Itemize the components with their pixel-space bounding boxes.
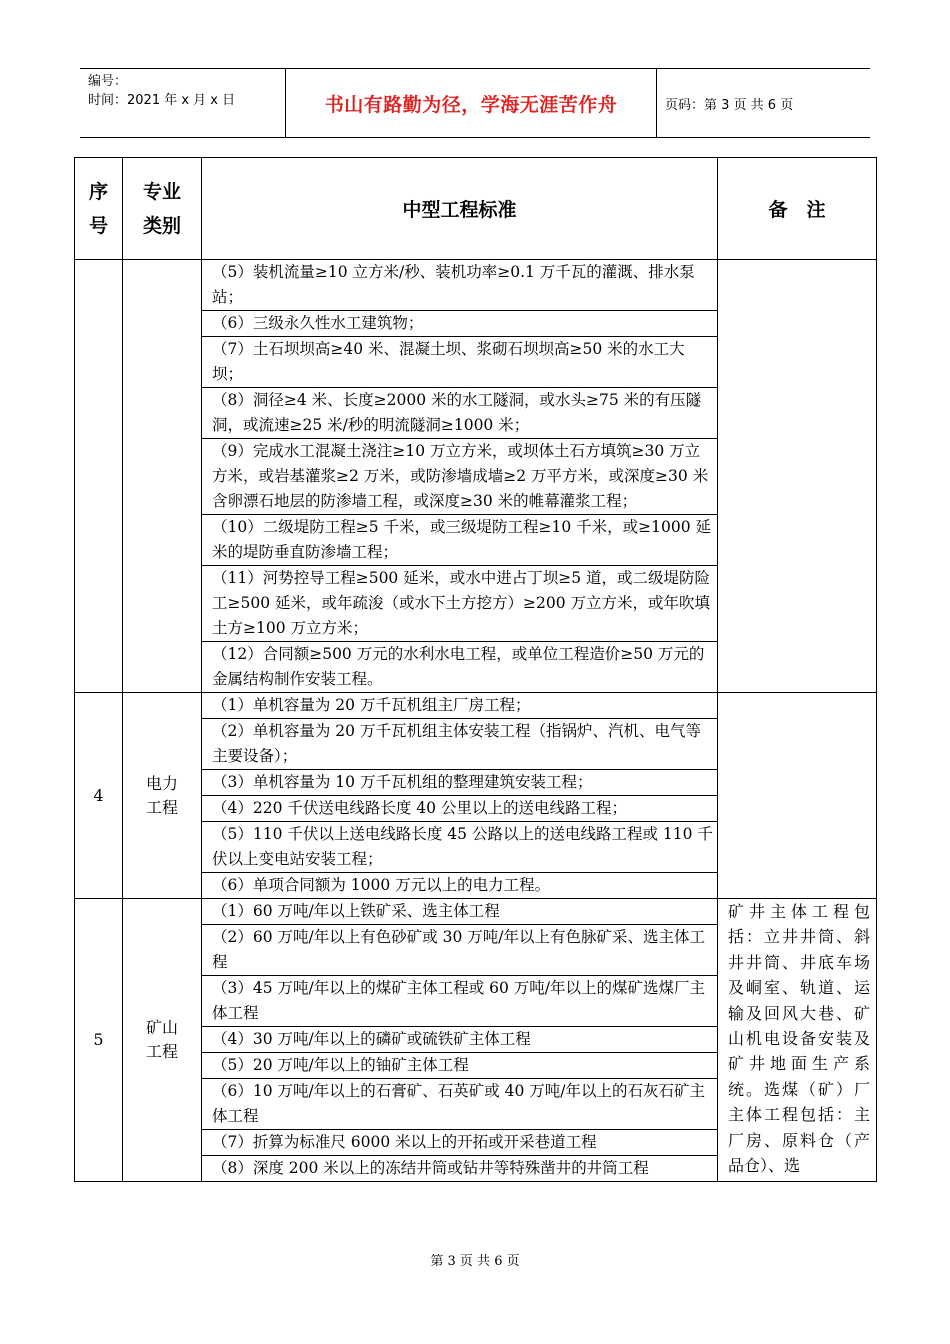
standard-item: （3）单机容量为 10 万千瓦机组的整理建筑安装工程； [202, 770, 718, 796]
table-row [75, 899, 877, 925]
standard-item: （2）单机容量为 20 万千瓦机组主体安装工程（指锅炉、汽机、电气等主要设备）； [202, 719, 718, 770]
header-seq [75, 158, 123, 260]
row-seq: 5 [75, 899, 123, 1182]
standard-item: （10）二级堤防工程≥5 千米，或三级堤防工程≥10 千米，或≥1000 延米的堤防垂直防渗墙工程； [202, 515, 718, 566]
row-note [718, 693, 877, 899]
header-category-bottom: 类别 [142, 214, 181, 237]
row-category [123, 260, 202, 693]
table-row [75, 260, 877, 311]
standard-item: （4）220 千伏送电线路长度 40 公里以上的送电线路工程； [202, 796, 718, 822]
table-row [75, 693, 877, 719]
standard-item: （7）折算为标准尺 6000 米以上的开拓或开采巷道工程 [202, 1130, 718, 1156]
row-category [123, 899, 202, 1182]
standard-item: （11）河势控导工程≥500 延米，或水中进占丁坝≥5 道，或二级堤防险工≥500 延米，或年疏浚（或水下土方挖方）≥200 万立方米，或年吹填土方≥100 万立方米； [202, 566, 718, 642]
header-seq-top: 序 [88, 180, 108, 203]
standard-item: （5）110 千伏以上送电线路长度 45 公路以上的送电线路工程或 110 千伏以上变电站安装工程； [202, 822, 718, 873]
standard-item: （5）20 万吨/年以上的铀矿主体工程 [202, 1053, 718, 1079]
header-left [80, 69, 285, 137]
header-standard: 中型工程标准 [202, 158, 718, 260]
standard-item: （8）洞径≥4 米、长度≥2000 米的水工隧洞，或水头≥75 米的有压隧洞，或流速≥25 米/秒的明流隧洞≥1000 米； [202, 388, 718, 439]
standard-item: （12）合同额≥500 万元的水利水电工程，或单位工程造价≥50 万元的金属结构制作安装工程。 [202, 642, 718, 693]
row-category [123, 693, 202, 899]
header-category [123, 158, 202, 260]
standard-item: （4）30 万吨/年以上的磷矿或硫铁矿主体工程 [202, 1027, 718, 1053]
row-category-text: 矿山工程 [145, 1018, 178, 1061]
standard-item: （6）单项合同额为 1000 万元以上的电力工程。 [202, 873, 718, 899]
standard-item: （7）土石坝坝高≥40 米、混凝土坝、浆砌石坝坝高≥50 米的水工大坝； [202, 337, 718, 388]
standard-item: （5）装机流量≥10 立方米/秒、装机功率≥0.1 万千瓦的灌溉、排水泵站； [202, 260, 718, 311]
standard-item: （1）60 万吨/年以上铁矿采、选主体工程 [202, 899, 718, 925]
standard-item: （2）60 万吨/年以上有色砂矿或 30 万吨/年以上有色脉矿采、选主体工程 [202, 925, 718, 976]
header-page-label: 页码：第 3 页 共 6 页 [665, 97, 794, 113]
standard-item: （3）45 万吨/年以上的煤矿主体工程或 60 万吨/年以上的煤矿选煤厂主体工程 [202, 976, 718, 1027]
table-header-row [75, 158, 877, 260]
row-seq: 4 [75, 693, 123, 899]
row-note: 矿井主体工程包括：立井井筒、斜井井筒、井底车场及峒室、轨道、运输及回风大巷、矿山机电设备安装及矿井地面生产系统。选煤（矿）厂主体工程包括：主厂房、原料仓（产品仓）、选 [718, 899, 877, 1182]
standard-item: （6）10 万吨/年以上的石膏矿、石英矿或 40 万吨/年以上的石灰石矿主体工程 [202, 1079, 718, 1130]
standard-item: （6）三级永久性水工建筑物； [202, 311, 718, 337]
standard-item: （8）深度 200 米以上的冻结井筒或钻井等特殊凿井的井筒工程 [202, 1156, 718, 1182]
row-note [718, 260, 877, 693]
standard-item: （1）单机容量为 20 万千瓦机组主厂房工程； [202, 693, 718, 719]
number-label: 编号： [88, 74, 128, 89]
date-label: 时间：2021 年 x 月 x 日 [88, 93, 236, 108]
standards-table [74, 157, 877, 1182]
page-footer: 第 3 页 共 6 页 [430, 1254, 520, 1269]
standard-item: （9）完成水工混凝土浇注≥10 万立方米，或坝体土石方填筑≥30 万立方米，或岩基灌浆≥2 万米，或防渗墙成墙≥2 万平方米，或深度≥30 米含卵漂石地层的防渗墙工程，或深度≥30 米的帷幕灌浆工程； [202, 439, 718, 515]
page-header [80, 68, 870, 138]
row-category-text: 电力工程 [145, 773, 178, 817]
header-category-top: 专业 [142, 180, 181, 203]
header-motto: 书山有路勤为径，学海无涯苦作舟 [285, 69, 657, 137]
header-note: 备 注 [718, 158, 877, 260]
row-seq [75, 260, 123, 693]
header-seq-bottom: 号 [88, 214, 108, 237]
